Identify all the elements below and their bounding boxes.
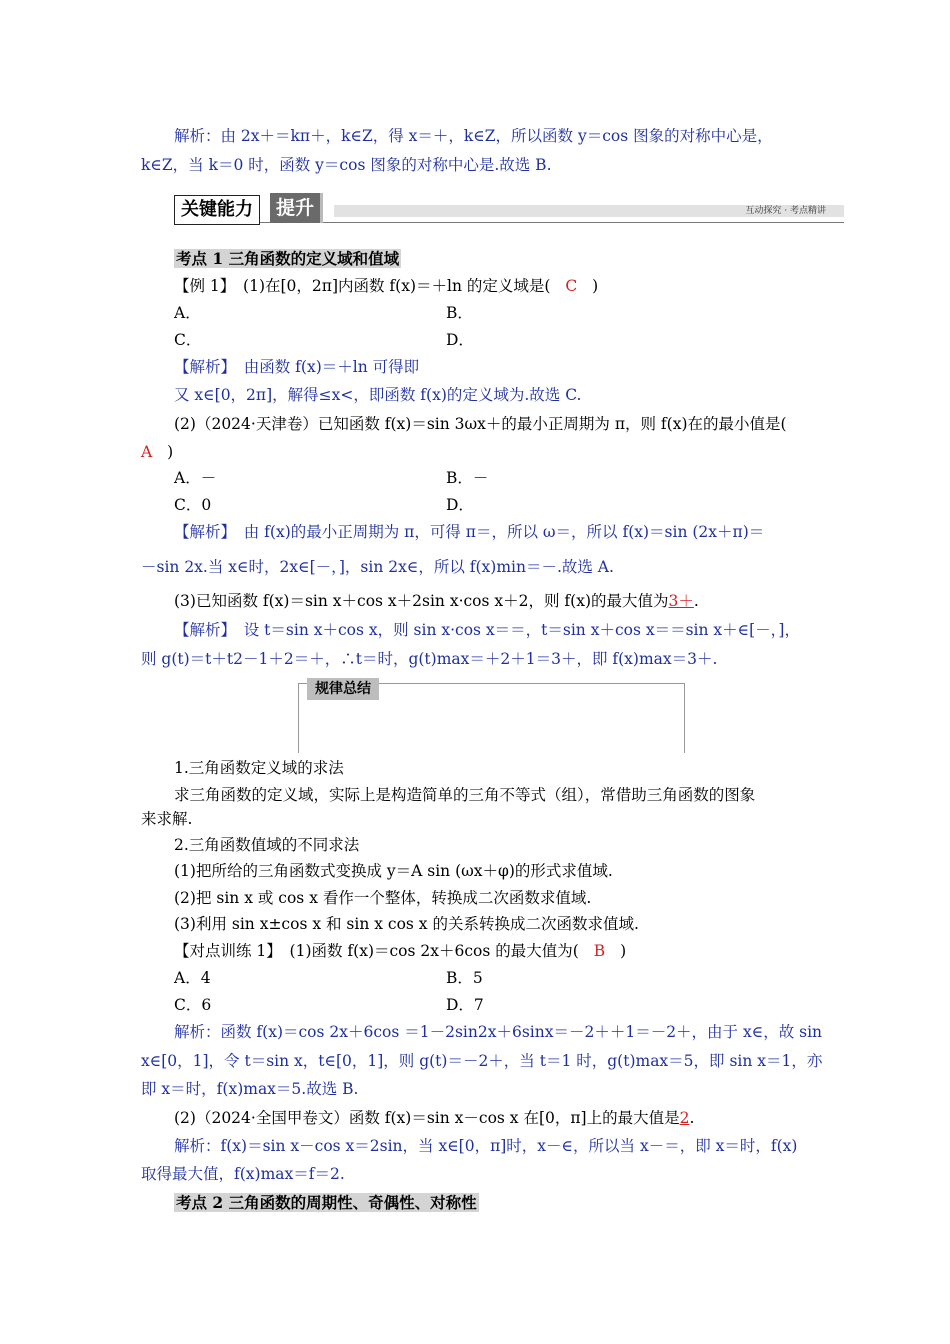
solution-line: 【解析】 由函数 f(x)＝＋ln 可得即 — [174, 358, 420, 376]
topic-heading-text: 考点 2 三角函数的周期性、奇偶性、对称性 — [176, 1193, 477, 1212]
option-a: A．－ — [174, 469, 217, 487]
example-question — [174, 275, 811, 297]
rule-summary-box — [298, 683, 685, 753]
question-text: 【例 1】 (1)在[0，2π]内函数 f(x)＝＋ln 的定义域是( — [174, 277, 551, 295]
solution-line: 解析：f(x)＝sin x－cos x＝2sin，当 x∈[0，π]时，x－∈，所以当 x－＝，即 x＝时，f(x) — [174, 1137, 798, 1155]
section-banner — [174, 193, 844, 227]
rule-text: (3)利用 sin x±cos x 和 sin x cos x 的关系转换成二次函数求值域. — [174, 915, 639, 933]
solution-line: 又 x∈[0，2π]，解得≤x<，即函数 f(x)的定义域为.故选 C. — [174, 386, 582, 404]
paren: ) — [620, 942, 627, 960]
options-row — [174, 967, 811, 989]
option-d: D．7 — [446, 996, 484, 1014]
question-text: (2)（2024·全国甲卷文）函数 f(x)＝sin x－cos x 在[0，π]上的最大值是 — [174, 1109, 680, 1127]
banner-highlight: 提升 — [270, 193, 323, 223]
solution-line: 即 x＝时，f(x)max＝5.故选 B. — [141, 1080, 359, 1098]
option-b: B．5 — [446, 969, 483, 987]
topic-heading — [174, 248, 811, 270]
solution-line: －sin 2x.当 x∈时，2x∈[－，]，sin 2x∈，所以 f(x)min＝－.故选 A. — [141, 558, 614, 576]
period: . — [689, 1109, 695, 1127]
rule-text: 来求解. — [141, 810, 193, 828]
question-text: (3)已知函数 f(x)＝sin x＋cos x＋2sin x·cos x＋2，则 f(x)的最大值为 — [174, 592, 669, 610]
solution-line: x∈[0，1]，令 t＝sin x，t∈[0，1]，则 g(t)＝－2＋，当 t＝1 时，g(t)max＝5，即 sin x＝1，亦 — [141, 1052, 823, 1070]
topic-heading-text: 考点 1 三角函数的定义域和值域 — [176, 249, 400, 268]
paren: ) — [592, 277, 599, 295]
solution-line: 【解析】 由 f(x)的最小正周期为 π，可得 π＝，所以 ω＝，所以 f(x)＝sin (2x＋π)＝ — [174, 523, 765, 541]
answer-line — [141, 441, 811, 463]
solution-line: 解析：函数 f(x)＝cos 2x＋6cos ＝1－2sin2x＋6sinx＝－2＋＋1＝－2＋，由于 x∈，故 sin — [174, 1023, 823, 1041]
example-question — [174, 590, 811, 612]
answer: A — [141, 443, 153, 461]
options-row — [174, 994, 811, 1016]
training-question — [174, 1107, 811, 1129]
solution-line: 解析：由 2x＋＝kπ＋，k∈Z，得 x＝＋，k∈Z，所以函数 y＝cos 图象的对称中心是， — [174, 127, 773, 145]
example-question: (2)（2024·天津卷）已知函数 f(x)＝sin 3ωx＋的最小正周期为 π，则 f(x)在的最小值是( — [174, 415, 787, 433]
options-row — [174, 494, 811, 516]
answer: 2 — [679, 1109, 690, 1127]
period: . — [693, 592, 699, 610]
rule-text: (1)把所给的三角函数式变换成 y＝A sin (ωx＋φ)的形式求值域. — [174, 862, 613, 880]
topic-heading — [174, 1192, 811, 1214]
option-b: B．－ — [446, 469, 489, 487]
options-row — [174, 302, 811, 324]
rule-summary-title: 规律总结 — [307, 678, 379, 700]
solution-line: 取得最大值，f(x)max＝f＝2. — [141, 1165, 345, 1183]
option-a: A． — [174, 304, 201, 322]
solution-line: 【解析】 设 t＝sin x＋cos x，则 sin x·cos x＝＝，t＝sin x＋cos x＝＝sin x＋∈[－，]， — [174, 621, 800, 639]
banner-tag: 互动探究 · 考点精讲 — [745, 206, 826, 216]
answer: 3＋ — [668, 592, 694, 610]
banner-title: 关键能力 — [174, 195, 260, 225]
paren: ) — [167, 443, 174, 461]
option-c: C．0 — [174, 496, 212, 514]
option-d: D． — [446, 331, 474, 349]
rule-text: (2)把 sin x 或 cos x 看作一个整体，转换成二次函数求值域. — [174, 889, 592, 907]
solution-line: k∈Z，当 k＝0 时，函数 y＝cos 图象的对称中心是.故选 B. — [141, 156, 552, 174]
option-d: D． — [446, 496, 474, 514]
option-c: C． — [174, 331, 202, 349]
training-question — [174, 940, 811, 962]
options-row — [174, 329, 811, 351]
question-text: 【对点训练 1】 (1)函数 f(x)＝cos 2x＋6cos 的最大值为( — [174, 942, 579, 960]
option-a: A．4 — [174, 969, 211, 987]
option-c: C．6 — [174, 996, 212, 1014]
rule-text: 求三角函数的定义域，实际上是构造简单的三角不等式（组），常借助三角函数的图象 — [174, 786, 756, 804]
options-row — [174, 467, 811, 489]
rule-heading: 1.三角函数定义域的求法 — [174, 759, 344, 777]
rule-heading: 2.三角函数值域的不同求法 — [174, 836, 360, 854]
answer: B — [593, 942, 606, 960]
answer: C — [565, 277, 578, 295]
solution-line: 则 g(t)＝t＋t2－1＋2＝＋，∴t＝时，g(t)max＝＋2＋1＝3＋，即 f(x)max＝3＋. — [141, 650, 718, 668]
option-b: B． — [446, 304, 473, 322]
